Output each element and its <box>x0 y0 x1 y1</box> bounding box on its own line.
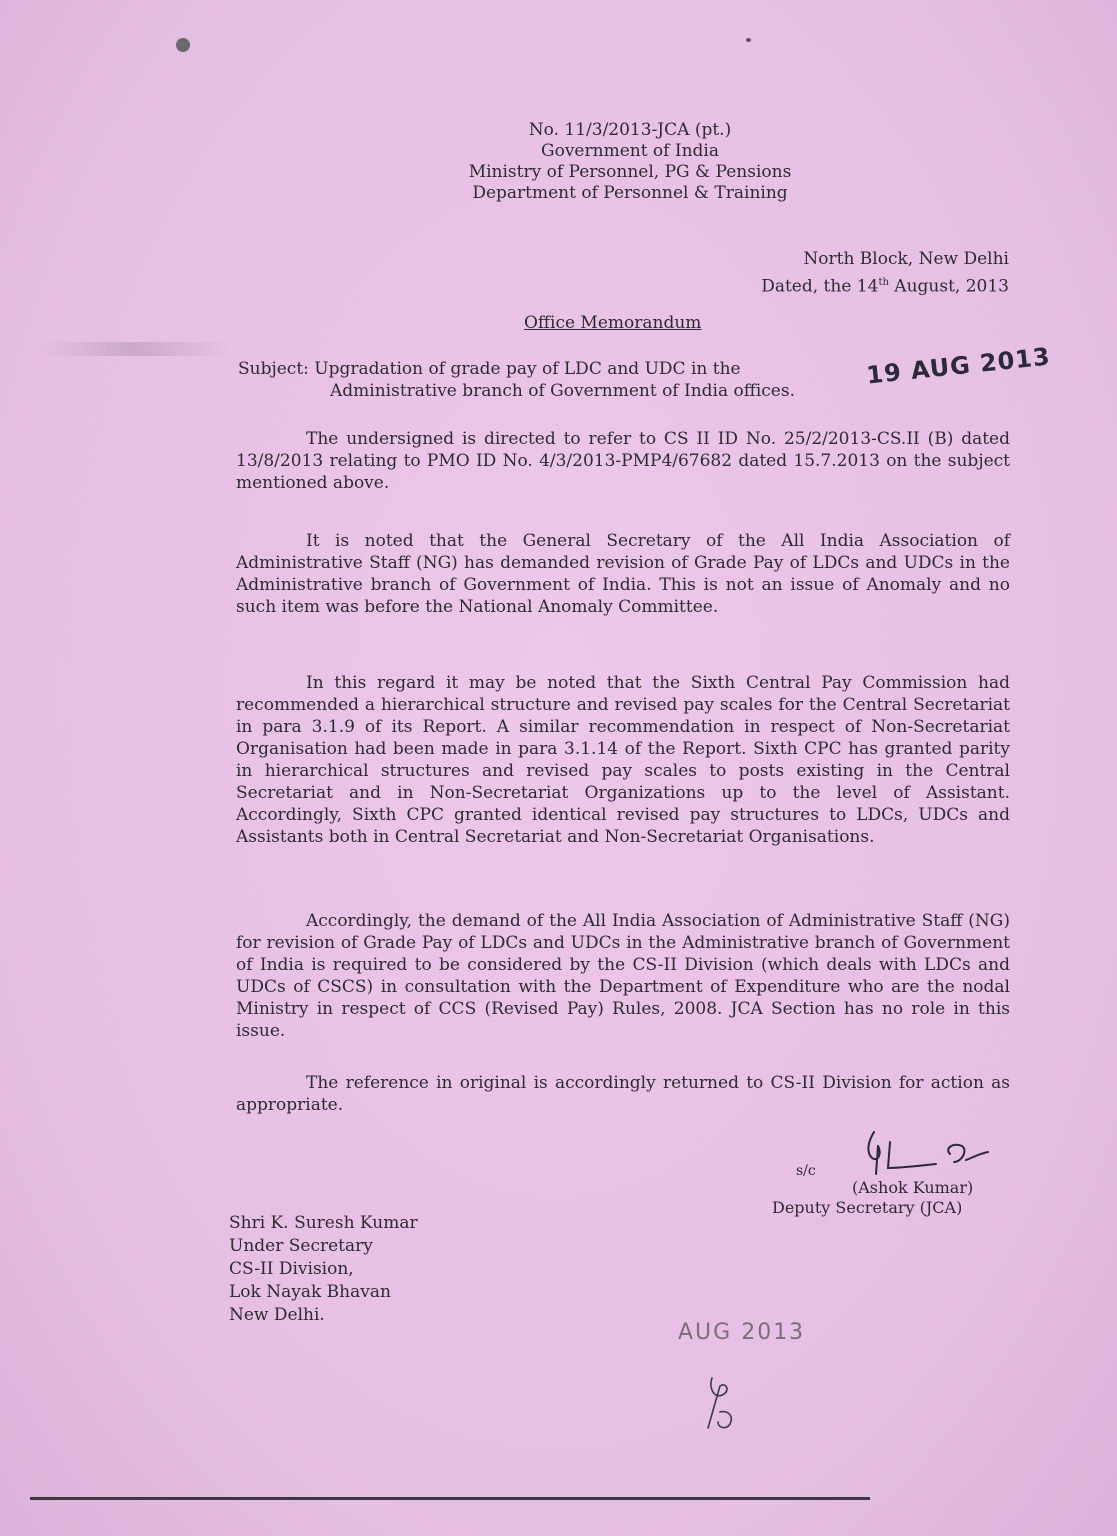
received-date-stamp: 19 AUG 2013 <box>865 342 1052 390</box>
subject-line-2: Administrative branch of Government of India offices. <box>330 381 795 401</box>
handwritten-initials <box>690 1372 750 1442</box>
date-line: Dated, the 14th August, 2013 <box>761 276 1009 297</box>
subject-line-1: Subject: Upgradation of grade pay of LDC and UDC in the <box>238 359 741 379</box>
place-and-date <box>761 248 1009 299</box>
letter-header <box>430 120 830 204</box>
ink-dot <box>746 38 751 42</box>
government-line: Government of India <box>541 141 719 161</box>
sc-notation: s/c <box>796 1163 816 1179</box>
scan-smudge <box>40 342 230 356</box>
location: North Block, New Delhi <box>803 249 1009 269</box>
paragraph-2: It is noted that the General Secretary of the All India Association of Administrative Staff (NG) has demanded revision of Grade Pay of LDCs and UDCs in the Administrative branch of Government of India. This is not an issue of Anomaly and no such item was before the National Anomaly Committee. <box>236 531 1010 617</box>
department-line: Department of Personnel & Training <box>472 183 788 203</box>
memo-title: Office Memorandum <box>524 313 702 333</box>
bottom-rule <box>30 1497 870 1500</box>
addressee-line: New Delhi. <box>229 1305 325 1325</box>
file-number: No. 11/3/2013-JCA (pt.) <box>528 120 732 140</box>
signatory-designation: Deputy Secretary (JCA) <box>772 1198 963 1217</box>
punch-mark <box>176 38 190 52</box>
subject <box>238 358 878 402</box>
handwritten-signature <box>838 1128 998 1180</box>
paragraph-5: The reference in original is accordingly returned to CS-II Division for action as appropriate. <box>236 1073 1010 1115</box>
addressee-line: Under Secretary <box>229 1236 373 1256</box>
addressee-line: Lok Nayak Bhavan <box>229 1282 391 1302</box>
faint-date-stamp: AUG 2013 <box>678 1320 806 1345</box>
addressee-block <box>229 1212 418 1327</box>
addressee-line: CS-II Division, <box>229 1259 354 1279</box>
ministry-line: Ministry of Personnel, PG & Pensions <box>468 162 792 182</box>
addressee-line: Shri K. Suresh Kumar <box>229 1213 418 1233</box>
signatory-name: (Ashok Kumar) <box>852 1178 974 1197</box>
paragraph-1: The undersigned is directed to refer to CS II ID No. 25/2/2013-CS.II (B) dated 13/8/2013 relating to PMO ID No. 4/3/2013-PMP4/67682 dated 15.7.2013 on the subject mentioned above. <box>236 429 1010 493</box>
paragraph-4: Accordingly, the demand of the All India Association of Administrative Staff (NG) for revision of Grade Pay of LDCs and UDCs in the Administrative branch of Government of India is required to be considered by the CS-II Division (which deals with LDCs and UDCs of CSCS) in consultation with the Department of Expenditure who are the nodal Ministry in respect of CCS (Revised Pay) Rules, 2008. JCA Section has no role in this issue. <box>236 911 1010 1041</box>
paragraph-3: In this regard it may be noted that the Sixth Central Pay Commission had recommended a hierarchical structure and revised pay scales for the Central Secretariat in para 3.1.9 of its Report. A similar recommendation in respect of Non-Secretariat Organisation had been made in para 3.1.14 of the Report. Sixth CPC has granted parity in hierarchical structures and revised pay scales to posts existing in the Central Secretariat and in Non-Secretariat Organizations up to the level of Assistant. Accordingly, Sixth CPC granted identical revised pay structures to LDCs, UDCs and Assistants both in Central Secretariat and Non-Secretariat Organisations. <box>236 673 1010 847</box>
